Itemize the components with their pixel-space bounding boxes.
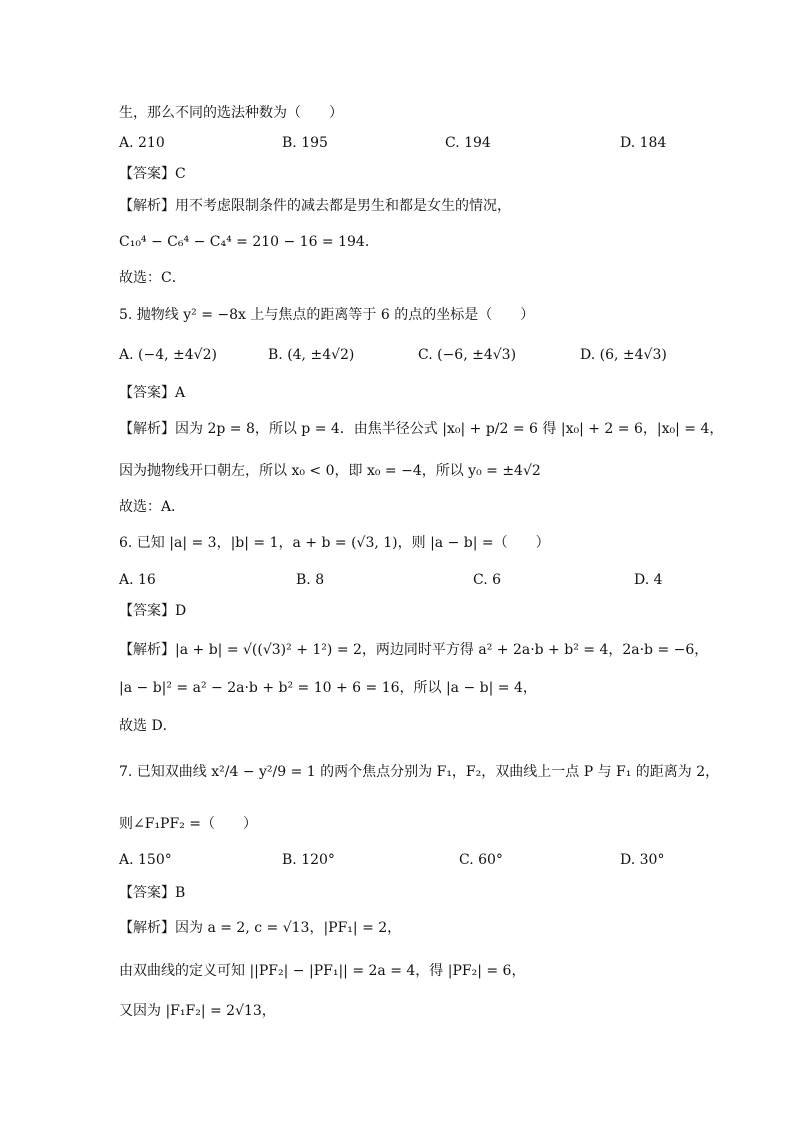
answer-label: 【答案】 [119,885,175,901]
analysis-text: 因为 a = 2, c = √13，|PF₁| = 2， [175,920,402,936]
q4-choose: 故选：C． [119,270,186,286]
analysis-label: 【解析】 [119,920,175,936]
analysis-text: 用不考虑限制条件的减去都是男生和都是女生的情况， [175,198,511,214]
answer-value: A [175,385,186,401]
q7-option-b: B. 120° [282,852,335,868]
q4-formula: C₁₀⁴ − C₆⁴ − C₄⁴ = 210 − 16 = 194. [119,234,370,250]
q7-stem-1: 7. 已知双曲线 x²/4 − y²/9 = 1 的两个焦点分别为 F₁，F₂，双曲线上一点 P 与 F₁ 的距离为 2， [119,764,720,780]
q7-analysis-1 [119,918,401,938]
q4-option-d: D. 184 [620,135,667,151]
q5-stem: 5. 抛物线 y² = −8x 上与焦点的距离等于 6 的点的坐标是（ ） [119,307,535,323]
analysis-text: 因为 2p = 8，所以 p = 4．由焦半径公式 |x₀| + p/2 = 6 得 |x₀| + 2 = 6，|x₀| = 4， [175,421,724,437]
q6-stem: 6. 已知 |a| = 3，|b| = 1，a + b = (√3, 1)，则 |a − b| =（ ） [119,535,550,551]
answer-label: 【答案】 [119,166,175,182]
q6-option-c: C. 6 [473,572,502,588]
q4-analysis [119,196,511,216]
q7-option-a: A. 150° [119,852,172,868]
q4-option-a: A. 210 [119,135,165,151]
q7-answer [119,883,185,903]
analysis-text: |a + b| = √((√3)² + 1²) = 2，两边同时平方得 a² + 2a·b + b² = 4，2a·b = −6， [175,642,709,658]
q6-option-d: D. 4 [634,572,663,588]
q4-option-b: B. 195 [282,135,328,151]
answer-value: D [175,603,187,619]
analysis-label: 【解析】 [119,642,175,658]
q5-option-a: A. (−4, ±4√2) [119,347,217,363]
q5-choose: 故选：A． [119,499,186,515]
q5-analysis-1 [119,419,723,439]
q6-option-a: A. 16 [119,572,156,588]
q5-analysis-2: 因为抛物线开口朝左，所以 x₀ < 0，即 x₀ = −4，所以 y₀ = ±4√2 [119,463,541,479]
q6-answer [119,601,186,621]
q7-analysis-3: 又因为 |F₁F₂| = 2√13， [119,1003,276,1019]
q5-option-d: D. (6, ±4√3) [580,347,667,363]
answer-label: 【答案】 [119,603,175,619]
q4-option-c: C. 194 [445,135,491,151]
answer-value: B [175,885,186,901]
q6-analysis-2: |a − b|² = a² − 2a·b + b² = 10 + 6 = 16，所以 |a − b| = 4， [119,680,537,696]
q6-option-b: B. 8 [296,572,325,588]
analysis-label: 【解析】 [119,198,175,214]
q7-option-c: C. 60° [459,852,503,868]
answer-value: C [175,166,186,182]
q7-stem-2: 则∠F₁PF₂ =（ ） [119,816,257,832]
analysis-label: 【解析】 [119,421,175,437]
q6-choose: 故选 D． [119,718,177,734]
q7-analysis-2: 由双曲线的定义可知 ||PF₂| − |PF₁|| = 2a = 4，得 |PF₂| = 6， [119,963,526,979]
answer-label: 【答案】 [119,385,175,401]
q7-option-d: D. 30° [620,852,665,868]
q5-option-b: B. (4, ±4√2) [268,347,355,363]
q4-stem-tail: 生，那么不同的选法种数为（ ） [119,105,343,121]
q5-answer [119,383,185,403]
q4-answer [119,164,186,184]
q6-analysis-1 [119,640,708,660]
q5-option-c: C. (−6, ±4√3) [418,347,517,363]
